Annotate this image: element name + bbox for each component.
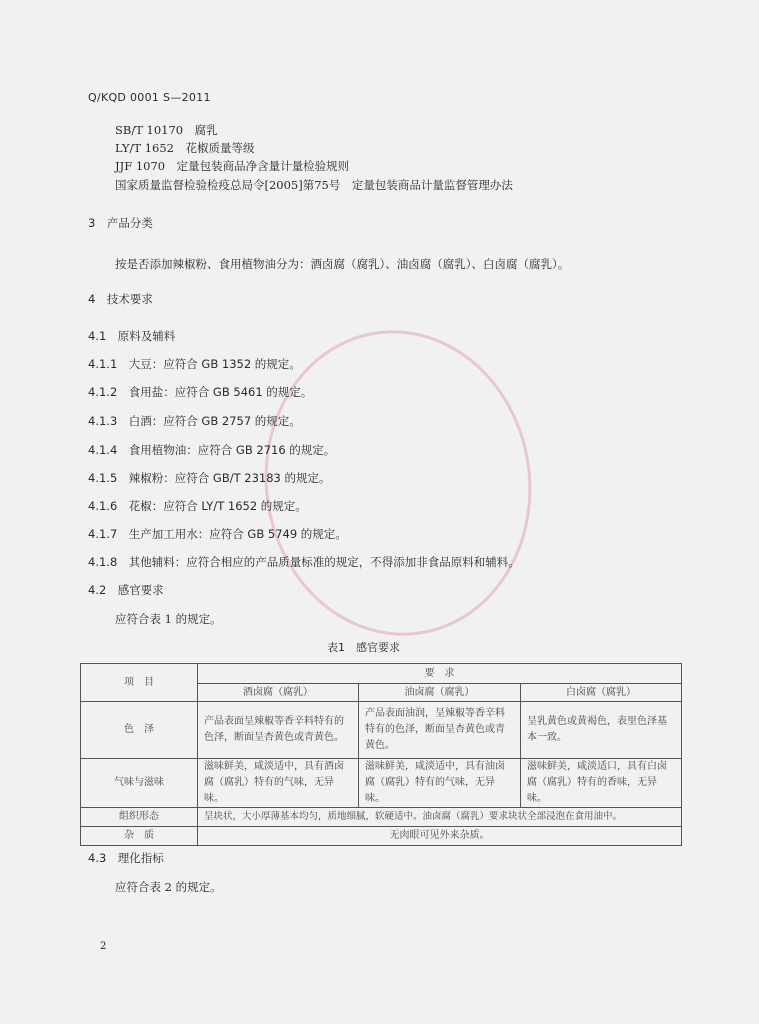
table-row [81,808,682,827]
table-cell: 滋味鲜美，咸淡适口，具有白卤腐（腐乳）特有的香味，无异味。 [521,759,682,808]
column-heading: 油卤腐（腐乳） [359,684,521,702]
clause-item: 4.1.1 大豆：应符合 GB 1352 的规定。 [88,357,301,371]
section-4-3-heading: 4.3 理化指标 [88,851,164,865]
row-label: 杂 质 [81,827,198,846]
clause-item: 4.1.4 食用植物油：应符合 GB 2716 的规定。 [88,443,336,457]
column-heading: 酒卤腐（腐乳） [198,684,359,702]
clause-item: 4.1.3 白酒：应符合 GB 2757 的规定。 [88,414,301,428]
column-heading: 白卤腐（腐乳） [521,684,682,702]
table-cell: 呈块状，大小厚薄基本均匀，质地细腻，软硬适中。油卤腐（腐乳）要求块状全部浸泡在食用油中。 [198,808,682,827]
reference-line: LY/T 1652 花椒质量等级 [115,141,255,155]
sensory-requirements-table [80,663,682,846]
reference-line: JJF 1070 定量包装商品净含量计量检验规则 [115,159,350,173]
table-title: 表1 感官要求 [327,641,400,654]
row-label: 组织形态 [81,808,198,827]
header-requirement: 要 求 [198,664,682,684]
section-3-body: 按是否添加辣椒粉、食用植物油分为：酒卤腐（腐乳）、油卤腐（腐乳）、白卤腐（腐乳）。 [115,257,570,271]
clause-item: 4.1.8 其他辅料：应符合相应的产品质量标准的规定，不得添加非食品原料和辅料。 [88,555,520,569]
clause-item: 4.1.7 生产加工用水：应符合 GB 5749 的规定。 [88,527,347,541]
section-4-1-heading: 4.1 原料及辅料 [88,329,176,343]
clause-item: 4.1.5 辣椒粉：应符合 GB/T 23183 的规定。 [88,471,331,485]
table-cell: 滋味鲜美，咸淡适中，具有酒卤腐（腐乳）特有的气味，无异味。 [198,759,359,808]
section-4-3-body: 应符合表 2 的规定。 [115,880,222,894]
document-header: Q/KQD 0001 S—2011 [88,91,211,104]
table-cell: 滋味鲜美，咸淡适中，具有油卤腐（腐乳）特有的气味，无异味。 [359,759,521,808]
reference-line: SB/T 10170 腐乳 [115,123,218,137]
table-row [81,664,682,684]
section-4-2-heading: 4.2 感官要求 [88,583,164,597]
table-cell: 无肉眼可见外来杂质。 [198,827,682,846]
section-3-heading: 3 产品分类 [88,216,153,230]
table-cell: 呈乳黄色或黄褐色，表里色泽基本一致。 [521,702,682,759]
clause-item: 4.1.2 食用盐：应符合 GB 5461 的规定。 [88,385,313,399]
table-row [81,759,682,808]
reference-line: 国家质量监督检验检疫总局令[2005]第75号 定量包装商品计量监督管理办法 [115,178,513,192]
table-row [81,827,682,846]
header-item: 项 目 [81,664,198,702]
row-label: 气味与滋味 [81,759,198,808]
table-cell: 产品表面呈辣椒等香辛料特有的色泽，断面呈杏黄色或青黄色。 [198,702,359,759]
section-4-heading: 4 技术要求 [88,292,153,306]
row-label: 色 泽 [81,702,198,759]
clause-item: 4.1.6 花椒：应符合 LY/T 1652 的规定。 [88,499,307,513]
table-cell: 产品表面油润，呈辣椒等香辛料特有的色泽，断面呈杏黄色或青黄色。 [359,702,521,759]
section-4-2-body: 应符合表 1 的规定。 [115,612,222,626]
table-row [81,702,682,759]
page-number: 2 [100,941,107,952]
